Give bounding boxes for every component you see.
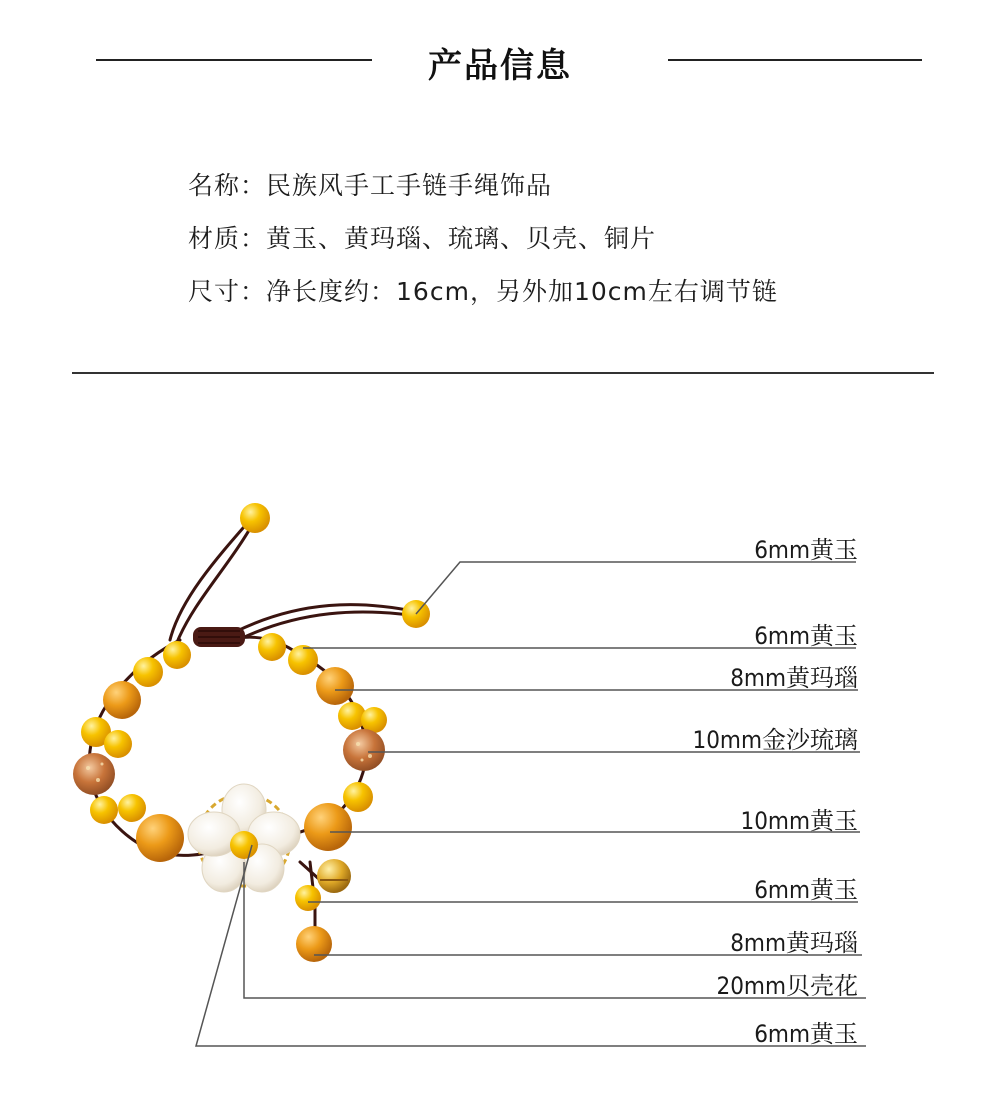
bead-jade-6mm bbox=[163, 641, 191, 669]
bead-jade-6mm bbox=[133, 657, 163, 687]
callout-label: 6mm黄玉 bbox=[754, 876, 858, 904]
callout-label: 8mm黄玛瑙 bbox=[730, 929, 858, 957]
end-bead-top bbox=[240, 503, 270, 533]
bead-jade-6mm bbox=[118, 794, 146, 822]
callout-label: 20mm贝壳花 bbox=[716, 972, 858, 1000]
spec-material-value: 黄玉、黄玛瑙、琉璃、贝壳、铜片 bbox=[266, 224, 657, 253]
dangle-bead-jade bbox=[295, 885, 321, 911]
callout-label: 6mm黄玉 bbox=[754, 536, 858, 564]
bead-jade-6mm bbox=[258, 633, 286, 661]
callout-label: 10mm黄玉 bbox=[740, 807, 858, 835]
bead-jade-6mm bbox=[288, 645, 318, 675]
bead-agate-8mm bbox=[103, 681, 141, 719]
bead-jade-10mm bbox=[304, 803, 352, 851]
page-title: 产品信息 bbox=[428, 46, 572, 86]
bead-jade-6mm bbox=[104, 730, 132, 758]
bead-agate-8mm bbox=[316, 667, 354, 705]
bell-charm bbox=[317, 859, 351, 893]
spec-name-label: 名称 bbox=[188, 171, 241, 200]
spec-colon: ： bbox=[240, 224, 267, 253]
bead-agate-10mm bbox=[136, 814, 184, 862]
sliding-knot bbox=[193, 627, 245, 647]
spec-colon: ： bbox=[240, 277, 267, 306]
callout-label: 8mm黄玛瑙 bbox=[730, 664, 858, 692]
bead-glass-10mm bbox=[343, 729, 385, 771]
bead-jade-6mm bbox=[343, 782, 373, 812]
callout-label: 10mm金沙琉璃 bbox=[692, 726, 858, 754]
dangle-bead-agate bbox=[296, 926, 332, 962]
spec-size-label: 尺寸 bbox=[188, 277, 241, 306]
spec-size-value: 净长度约：16cm，另外加10cm左右调节链 bbox=[266, 277, 778, 306]
spec-material-label: 材质 bbox=[188, 224, 241, 253]
callout-label: 6mm黄玉 bbox=[754, 622, 858, 650]
bead-jade-6mm bbox=[90, 796, 118, 824]
spec-name-value: 民族风手工手链手绳饰品 bbox=[266, 171, 553, 200]
callout-label: 6mm黄玉 bbox=[754, 1020, 858, 1048]
bead-glass-10mm bbox=[73, 753, 115, 795]
spec-colon: ： bbox=[240, 171, 267, 200]
